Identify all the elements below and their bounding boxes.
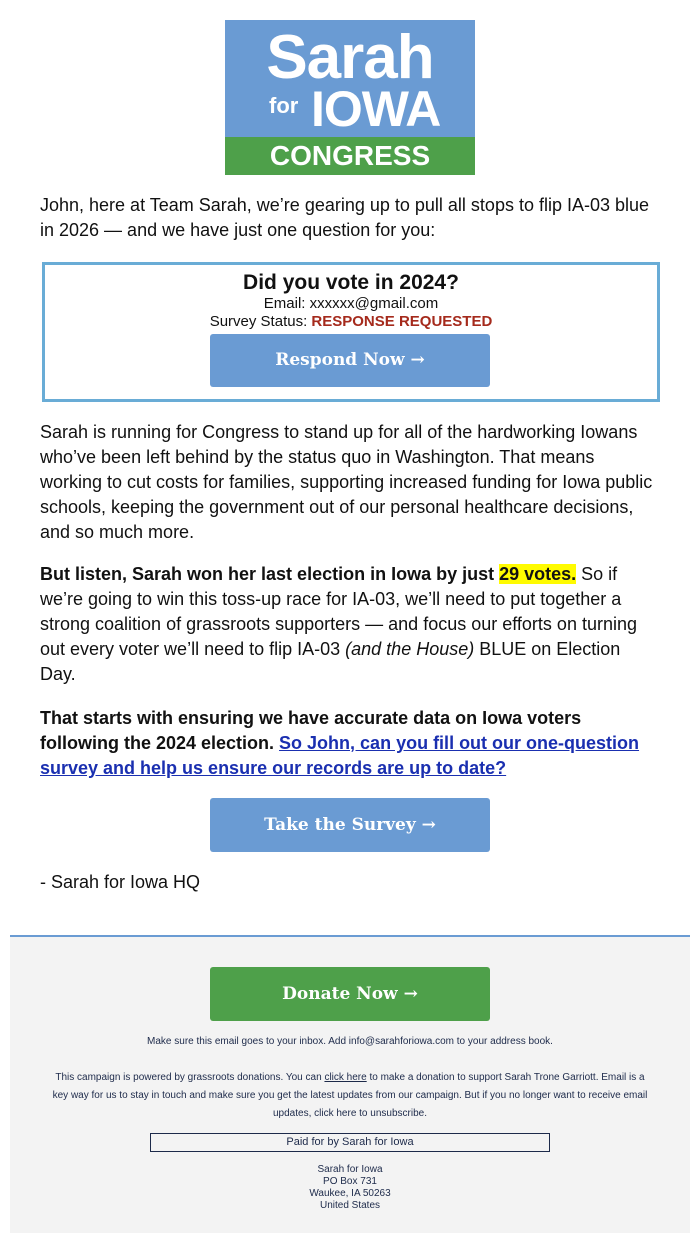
- body2-text-b: BLUE on Election Day.: [40, 639, 621, 684]
- email-value: xxxxxx@gmail.com: [309, 295, 439, 312]
- survey-status-line: [45, 313, 657, 331]
- intro-text: John, here at Team Sarah, we’re gearing up to pull all stops to flip IA-03 blue in 2026 — and we have just one question for you:: [40, 195, 650, 240]
- email-label: Email:: [263, 295, 306, 312]
- donation-note: [50, 1069, 650, 1123]
- votes-highlight: 29 votes.: [499, 564, 577, 584]
- body3-bold: That starts with ensuring we have accurate data on Iowa voters following the 2024 election.: [40, 708, 582, 753]
- address-line-1: Sarah for Iowa: [317, 1164, 383, 1175]
- body-paragraph-2: [40, 562, 660, 687]
- address-line-4: United States: [319, 1200, 381, 1211]
- address-line-3: Waukee, IA 50263: [309, 1188, 391, 1199]
- donate-now-button[interactable]: Donate Now →: [210, 967, 490, 1021]
- logo-for: for: [269, 93, 299, 118]
- address-line-2: PO Box 731: [323, 1176, 377, 1187]
- donate-click-here-link[interactable]: click here: [324, 1072, 367, 1083]
- body2-italic: (and the House): [345, 639, 475, 659]
- body2-text-a: So if we’re going to win this toss-up race for IA-03, we’ll need to put together a strong coalition of grassroots supporters — and focus our efforts on turning out every voter we’ll need to flip IA-03: [40, 564, 637, 659]
- status-value: RESPONSE REQUESTED: [311, 313, 493, 330]
- paid-for-disclaimer: Paid for by Sarah for Iowa: [150, 1133, 550, 1152]
- footer: [10, 935, 690, 1233]
- body-paragraph-1: Sarah is running for Congress to stand up for all of the hardworking Iowans who’ve been left behind by the status quo in Washington. That means working to cut costs for families, supporting increased funding for Iowa public schools, keeping the government out of our personal healthcare decisions, and so much more.: [40, 422, 653, 542]
- body2-bold-lead: But listen, Sarah won her last election in Iowa by just: [40, 564, 500, 584]
- email-note: Email is a key way for us to stay in touch and make sure you get the latest updates from our campaign. But if you no longer want to receive email updates, click here to unsubscribe.: [52, 1072, 648, 1119]
- logo-blue-panel: [225, 20, 475, 137]
- logo-name: Sarah: [266, 23, 434, 92]
- inbox-note: Make sure this email goes to your inbox. Add info@sarahforiowa.com to your address book.: [147, 1036, 553, 1047]
- take-survey-button[interactable]: Take the Survey →: [210, 798, 490, 852]
- respond-now-button[interactable]: Respond Now →: [210, 334, 490, 387]
- logo-office: CONGRESS: [225, 137, 475, 175]
- logo-state: IOWA: [311, 81, 441, 137]
- powered-text-b: to make a donation to support Sarah Trone Garriott.: [366, 1072, 599, 1083]
- survey-email-line: [45, 295, 657, 313]
- status-label: Survey Status:: [209, 313, 308, 330]
- survey-title: Did you vote in 2024?: [243, 271, 459, 294]
- survey-link[interactable]: So John, can you fill out our one-question survey and help us ensure our records are up to date?: [40, 733, 640, 778]
- campaign-logo: [225, 20, 475, 175]
- signoff: - Sarah for Iowa HQ: [40, 872, 201, 892]
- powered-text-a: This campaign is powered by grassroots donations. You can: [55, 1072, 325, 1083]
- body-paragraph-3: [40, 706, 660, 781]
